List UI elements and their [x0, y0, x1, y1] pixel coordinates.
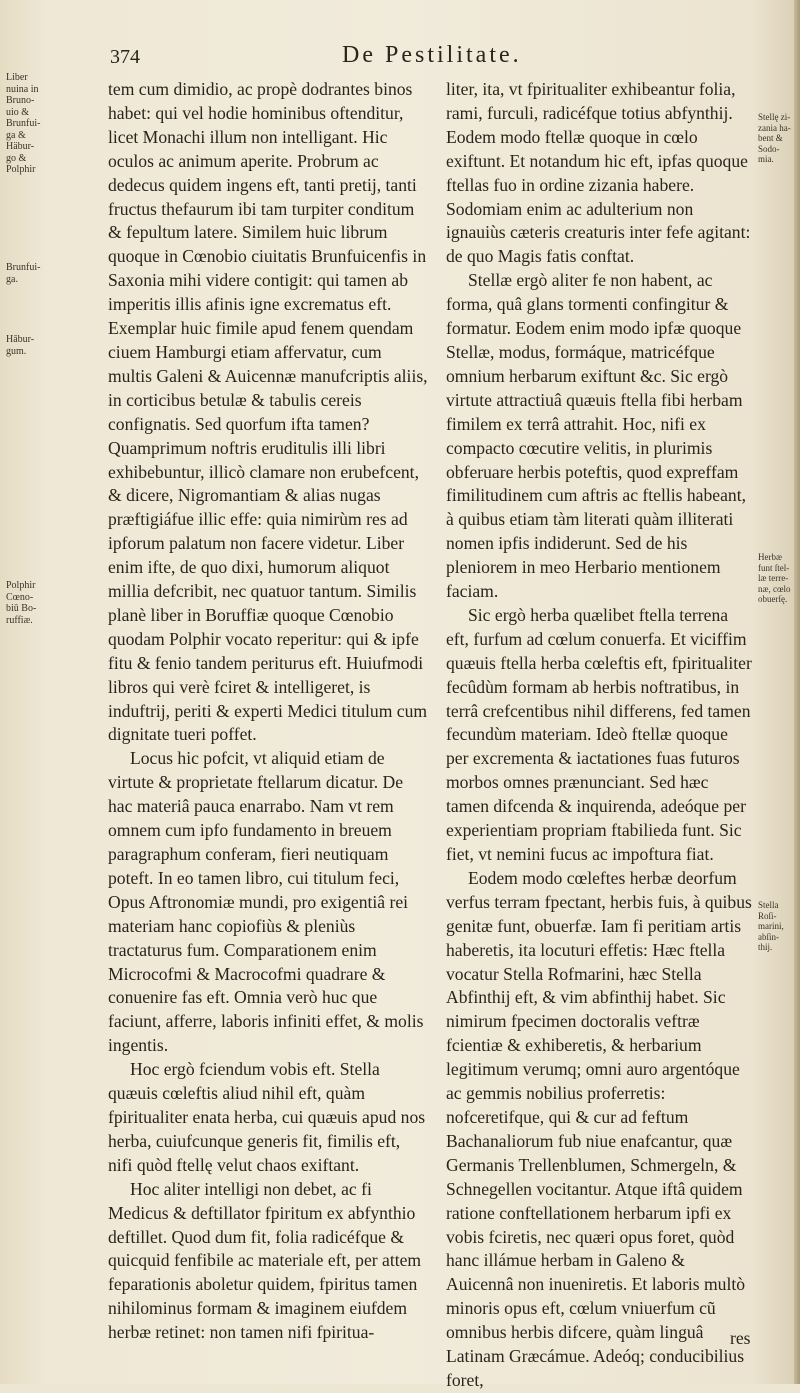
margin-note: Polphir Cœno- biū Bo- ruffiæ.: [6, 580, 37, 626]
margin-note: Hābur- gum.: [6, 334, 35, 357]
page-number: 374: [110, 46, 140, 68]
paragraph: Hoc ergò fciendum vobis eft. Stella quæuis cœleftis aliud nihil eft, quàm fpiritualiter enata herba, cui quæuis apud nos herba, cuiufcunque generis fit, fimilis eft, nifi quòd ftellę velut chaos exiftant.: [108, 1059, 426, 1175]
margin-note: Brunfui- ga.: [6, 262, 41, 285]
right-text-column: [446, 78, 754, 1393]
page-edge: [794, 0, 800, 1384]
paragraph: Eodem modo cœleftes herbæ deorfum verfus terram fpectant, herbis fuis, à quibus genitæ funt, obuerfæ. Iam fi peritiam artis haberetis, ita locuturi effetis: Hæc ftella vocatur Stella Rofmarini, hæc Stella Abfinthij eft, & vim abfinthij habet. Sic nimirum fpecimen doctoralis veftræ fcientiæ & exhiberetis, & herbarium legitimum verumq; omni auro argentóque ac gemmis nobilius proferretis: nofceretifque, qui & cur ad feftum Bachanaliorum fub niue enafcantur, quæ Germanis Trellenblumen, Schmergeln, & Schnegellen vocitantur. Atque iftâ quidem ratione conftellationem herbarum ipfi ex vobis fciretis, nec quæri opus foret, quòd hanc illámue herbam in Galeno & Auicennâ non inueniretis. Et laboris multò minoris opus eft, cœlum vniuerfum cũ omnibus herbis difcere, quàm linguâ Latinam Græcámue. Adeóq; conducibilius foret,: [446, 867, 752, 1390]
margin-note: Herbæ funt ſtel- læ terre- næ, cœlo obuerſę.: [758, 552, 791, 604]
paragraph: liter, ita, vt fpiritualiter exhibeantur folia, rami, furculi, radicéfque totius abfynthij. Eodem modo ftellæ quoque in cœlo exiftunt. Et notandum hic eft, ipfas quoque ftellas fuo in ordine zizania habere. Sodomiam enim ac adulterium non ignauiùs cæteris creaturis inter fefe agitant: de quo Magis fatis conftat.: [446, 79, 751, 267]
margin-note: Stella Roſi- marini, abſin- thij.: [758, 900, 784, 952]
margin-note: Stellę zi- zania ha- bent & Sodo- mia.: [758, 112, 791, 164]
paragraph: Sic ergò herba quælibet ftella terrena eft, furfum ad cœlum conuerfa. Et viciffim quæuis ftella herba cœleftis eft, fpiritualiter fecûdùm formam ab herbis noftratibus, in terrâ crefcentibus nihil differens, fed tamen fecundùm materiam. Ideò ftellæ quoque per excrementa & iactationes fuas futuros morbos omnes prænunciant. Sed hæc tamen difcenda & inquirenda, adeóque per experientiam propriam ftabilieda funt. Sic fiet, vt nemini fucus ac impoftura fiat.: [446, 604, 752, 864]
paragraph: Stellæ ergò aliter fe non habent, ac forma, quâ glans tormenti confingitur & formatur. Eodem enim modo ipfæ quoque Stellæ, modus, formáque, matricéfque omnium herbarum exiftunt &c. Sic ergò virtute attractiuâ quæuis ftella fibi herbam fimilem ex terrâ attrahit. Hoc, nifi ex compacto cœcutire velitis, in plurimis obferuare herbis poteftis, quod expreffam fimilitudinem cum aftris ac ftellis habeant, à quibus etiam tàm literati quàm illiterati nomen ipfis indiderunt. Sed de his pleniorem in meo Herbario mentionem faciam.: [446, 270, 746, 602]
running-title: De Pestilitate.: [342, 42, 522, 68]
margin-note: Liber nuina in Bruno- uio & Brunfui- ga & Häbur- go & Polphir: [6, 72, 41, 175]
paragraph: Hoc aliter intelligi non debet, ac fi Medicus & deftillator fpiritum ex abfynthio deftillet. Quod dum fit, folia radicéfque & quicquid fenfibile ac materiale eft, per attem feparationis aboletur quidem, fpiritus tamen nihilominus formam & imaginem eiufdem herbæ retinet: non tamen nifi fpiritua-: [108, 1178, 422, 1343]
paragraph: tem cum dimidio, ac propè dodrantes binos habet: qui vel hodie hominibus oftenditur, licet Monachi illum non intelligant. Hic oculos ac animum aperite. Probrum ac dedecus quidem ingens eft, tanti pretij, tanti fructus thefaurum ibi tam turpiter conditum & fepultum latere. Similem huic librum quoque in Cœnobio ciuitatis Brunfuicenfis in Saxonia mihi videre contigit: qui tamen ab imperitis illis afinis igne excrematus eft. Exemplar huic fimile apud fenem quendam ciuem Hamburgi etiam affervatur, cum multis Galeni & Auicennæ manufcriptis aliis, in corticibus betulæ & tabulis cereis confignatis. Sed quorfum ifta tamen? Quamprimum noftris eruditulis illi libri exhibebuntur, illicò clamare non erubefcent, & dicere, Nigromantiam & alias nugas præftigiáfue illic effe: quia nimirùm res ad ipforum palatum non facere videtur. Liber enim ifte, de quo dixi, humorum aliquot millia defcribit, nec quatuor tantum. Similis planè liber in Boruffiæ quoque Cœnobio quodam Polphir vocato reperitur: qui & ipfe fitu & fenio tandem periturus eft. Huiufmodi libros qui verè fciret & intelligeret, is induftrij, periti & experti Medici titulum cum dignitate tueri poffet.: [108, 79, 428, 745]
catchword: res: [730, 1328, 751, 1348]
running-header: [110, 42, 720, 72]
left-text-column: [108, 78, 428, 1345]
paragraph: Locus hic pofcit, vt aliquid etiam de virtute & proprietate ftellarum dicatur. De hac materiâ pauca enarrabo. Nam vt rem omnem cum ipfo fundamento in breuem paragraphum conferam, fieri neutiquam poteft. In eo tamen libro, cui titulum feci, Opus Aftronomiæ mundi, pro exigentiâ rei materiam hanc copiofiùs & pleniùs tractaturus fum. Comparationem enim Microcofmi & Macrocofmi quadrare & conuenire fas eft. Omnia verò huc que faciunt, afferre, laboris infiniti effet, & molis ingentis.: [108, 748, 424, 1056]
